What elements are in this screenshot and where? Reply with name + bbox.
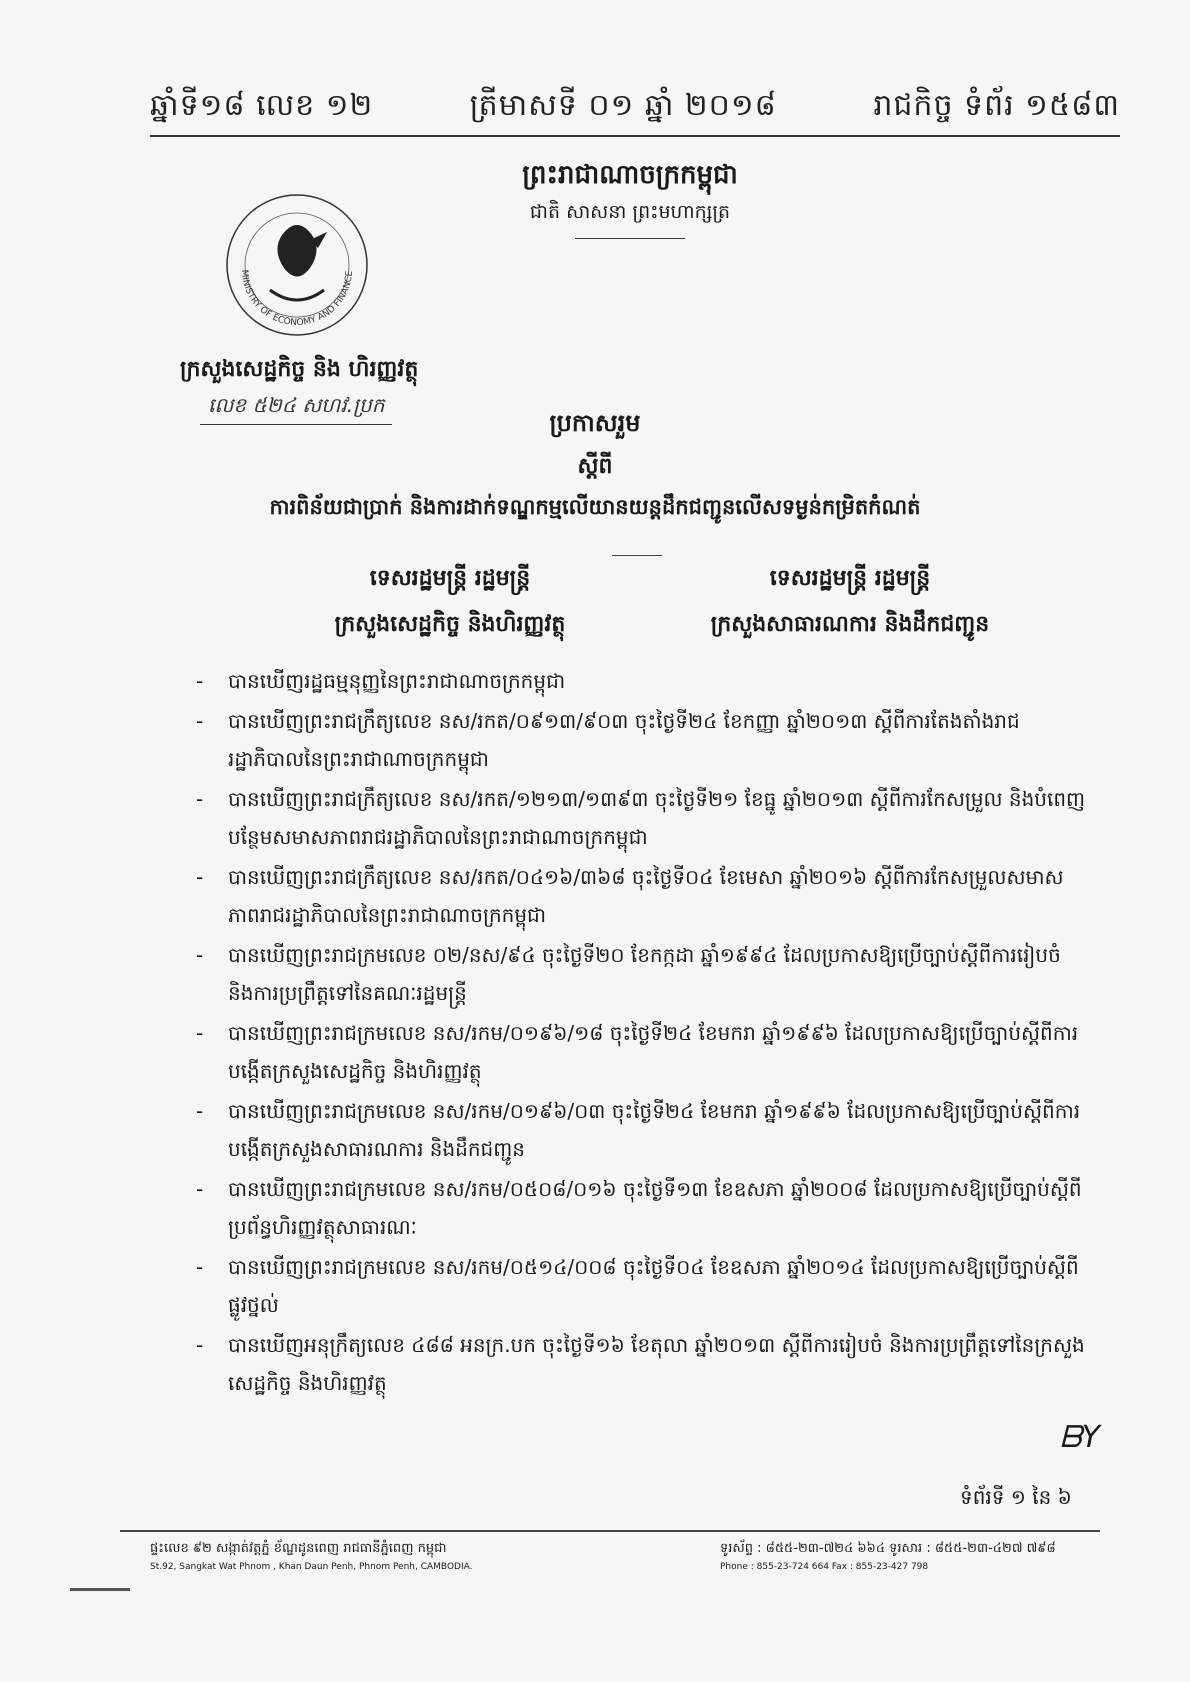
signatory-left-title: ទេសរដ្ឋមន្ត្រី រដ្ឋមន្ត្រី (369, 566, 531, 591)
list-item: - បានឃើញអនុក្រឹត្យលេខ ៤៨៨ អនក្រ.បក ចុះថ្ងៃទី១៦ ខែតុលា ឆ្នាំ២០១៣ ស្តីពីការរៀបចំ និងការប្រព្រឹត្តទៅនៃក្រសួងសេដ្ឋកិច្ច និងហិរញ្ញវត្ថុ (190, 1326, 1090, 1402)
gazette-year-issue: ឆ្នាំទី១៨ លេខ ១២ (150, 88, 374, 123)
signatory-left-ministry: ក្រសួងសេដ្ឋកិច្ច និងហិរញ្ញវត្ថុ (334, 612, 566, 637)
footer-phone-km: ទូរស័ព្ទ : ៨៥៥-២៣-៧២៤ ៦៦៤ ទូរសារ : ៨៥៥-២៣-៤២៧ ៧៩៨ (720, 1541, 1056, 1556)
list-item: - បានឃើញព្រះរាជក្រឹត្យលេខ នស/រកត/០៩១៣/៩០៣ ចុះថ្ងៃទី២៤ ខែកញ្ញា ឆ្នាំ២០១៣ ស្តីពីការតែងតាំងរាជរដ្ឋាភិបាលនៃព្រះរាជាណាចក្រកម្ពុជា (190, 702, 1090, 778)
signatory-right-ministry: ក្រសួងសាធារណការ និងដឹកជញ្ជូន (710, 612, 990, 637)
signatory-left (300, 564, 600, 642)
list-item: - បានឃើញព្រះរាជក្រឹត្យលេខ នស/រកត/១២១៣/១៣៩៣ ចុះថ្ងៃទី២១ ខែធ្នូ ឆ្នាំ២០១៣ ស្តីពីការកែសម្រួល និងបំពេញបន្ថែមសមាសភាពរាជរដ្ឋាភិបាលនៃព្រះរាជាណាចក្រកម្ពុជា (190, 780, 1090, 856)
document-about: ស្តីពី (577, 454, 613, 479)
list-item: - បានឃើញព្រះរាជក្រមលេខ នស/រកម/០៥០៨/០១៦ ចុះថ្ងៃទី១៣ ខែឧសភា ឆ្នាំ២០០៨ ដែលប្រកាសឱ្យប្រើច្បាប់ស្តីពីប្រព័ន្ធហិរញ្ញវត្ថុសាធារណៈ (190, 1170, 1090, 1246)
signatory-right-title: ទេសរដ្ឋមន្ត្រី រដ្ឋមន្ត្រី (769, 566, 931, 591)
gazette-page: រាជកិច្ច ទំព័រ ១៥៨៣ (873, 88, 1120, 123)
gazette-header (150, 86, 1120, 130)
list-item: - បានឃើញរដ្ឋធម្មនុញ្ញនៃព្រះរាជាណាចក្រកម្ពុជា (190, 662, 1090, 700)
header-divider (150, 135, 1120, 137)
ministry-name: ក្រសួងសេដ្ឋកិច្ច និង ហិរញ្ញវត្ថុ (180, 357, 419, 382)
kingdom-heading (480, 158, 780, 239)
signatory-right (680, 564, 1020, 642)
list-item: - បានឃើញព្រះរាជក្រមលេខ នស/រកម/០៥១៤/០០៨ ចុះថ្ងៃទី០៤ ខែឧសភា ឆ្នាំ២០១៤ ដែលប្រកាសឱ្យប្រើច្បាប់ស្តីពីផ្លូវថ្នល់ (190, 1248, 1090, 1324)
list-item: - បានឃើញព្រះរាជក្រមលេខ ០២/នស/៩៤ ចុះថ្ងៃទី២០ ខែកក្កដា ឆ្នាំ១៩៩៤ ដែលប្រកាសឱ្យប្រើច្បាប់ស្តីពីការរៀបចំ និងការប្រព្រឹត្តទៅនៃគណៈរដ្ឋមន្ត្រី (190, 936, 1090, 1012)
seal-text: MINISTRY OF ECONOMY AND FINANCE (238, 269, 356, 329)
page-number: ទំព័រទី ១ នៃ ៦ (960, 1485, 1072, 1509)
list-item: - បានឃើញព្រះរាជក្រមលេខ នស/រកម/០១៩៦/១៨ ចុះថ្ងៃទី២៤ ខែមករា ឆ្នាំ១៩៩៦ ដែលប្រកាសឱ្យប្រើច្បាប់ស្តីពីការបង្កើតក្រសួងសេដ្ឋកិច្ច និងហិរញ្ញវត្ថុ (190, 1014, 1090, 1090)
footer-address-en: St.92, Sangkat Wat Phnom , Khan Daun Penh, Phnom Penh, CAMBODIA. (150, 1562, 473, 1572)
ornament-divider-small (612, 555, 662, 556)
reference-number: លេខ ៥២៤ សហវ.ប្រក (200, 392, 392, 425)
document-type: ប្រកាសរួម (549, 409, 641, 437)
gazette-quarter: ត្រីមាសទី ០១ ឆ្នាំ ២០១៨ (469, 88, 777, 123)
handwritten-initials: ᗷY (1060, 1420, 1100, 1455)
footer-divider (120, 1530, 1100, 1532)
footer-contact (720, 1540, 1056, 1572)
footer-address-km: ផ្ទះលេខ ៩២ សង្កាត់វត្តភ្នំ ខ័ណ្ឌដូនពេញ រាជធានីភ្នំពេញ កម្ពុជា (150, 1541, 447, 1556)
kingdom-title: ព្រះរាជាណាចក្រកម្ពុជា (522, 160, 738, 190)
kingdom-motto: ជាតិ សាសនា ព្រះមហាក្សត្រ (529, 201, 731, 223)
footer-address (150, 1540, 472, 1572)
legal-basis-list (190, 662, 1090, 1404)
ornament-divider (575, 238, 685, 239)
document-subject: ការពិន័យជាប្រាក់ និងការដាក់ទណ្ឌកម្មលើយានយន្តដឹកជញ្ជូនលើសទម្ងន់កម្រិតកំណត់ (269, 495, 921, 519)
list-item: - បានឃើញព្រះរាជក្រមលេខ នស/រកម/០១៩៦/០៣ ចុះថ្ងៃទី២៤ ខែមករា ឆ្នាំ១៩៩៦ ដែលប្រកាសឱ្យប្រើច្បាប់ស្តីពីការបង្កើតក្រសួងសាធារណការ និងដឹកជញ្ជូន (190, 1092, 1090, 1168)
ministry-seal-logo (222, 190, 372, 340)
list-item: - បានឃើញព្រះរាជក្រឹត្យលេខ នស/រកត/០៤១៦/៣៦៨ ចុះថ្ងៃទី០៤ ខែមេសា ឆ្នាំ២០១៦ ស្តីពីការកែសម្រួលសមាសភាពរាជរដ្ឋាភិបាលនៃព្រះរាជាណាចក្រកម្ពុជា (190, 858, 1090, 934)
scan-edge-mark (70, 1588, 130, 1591)
footer-phone-en: Phone : 855-23-724 664 Fax : 855-23-427 798 (720, 1562, 929, 1572)
